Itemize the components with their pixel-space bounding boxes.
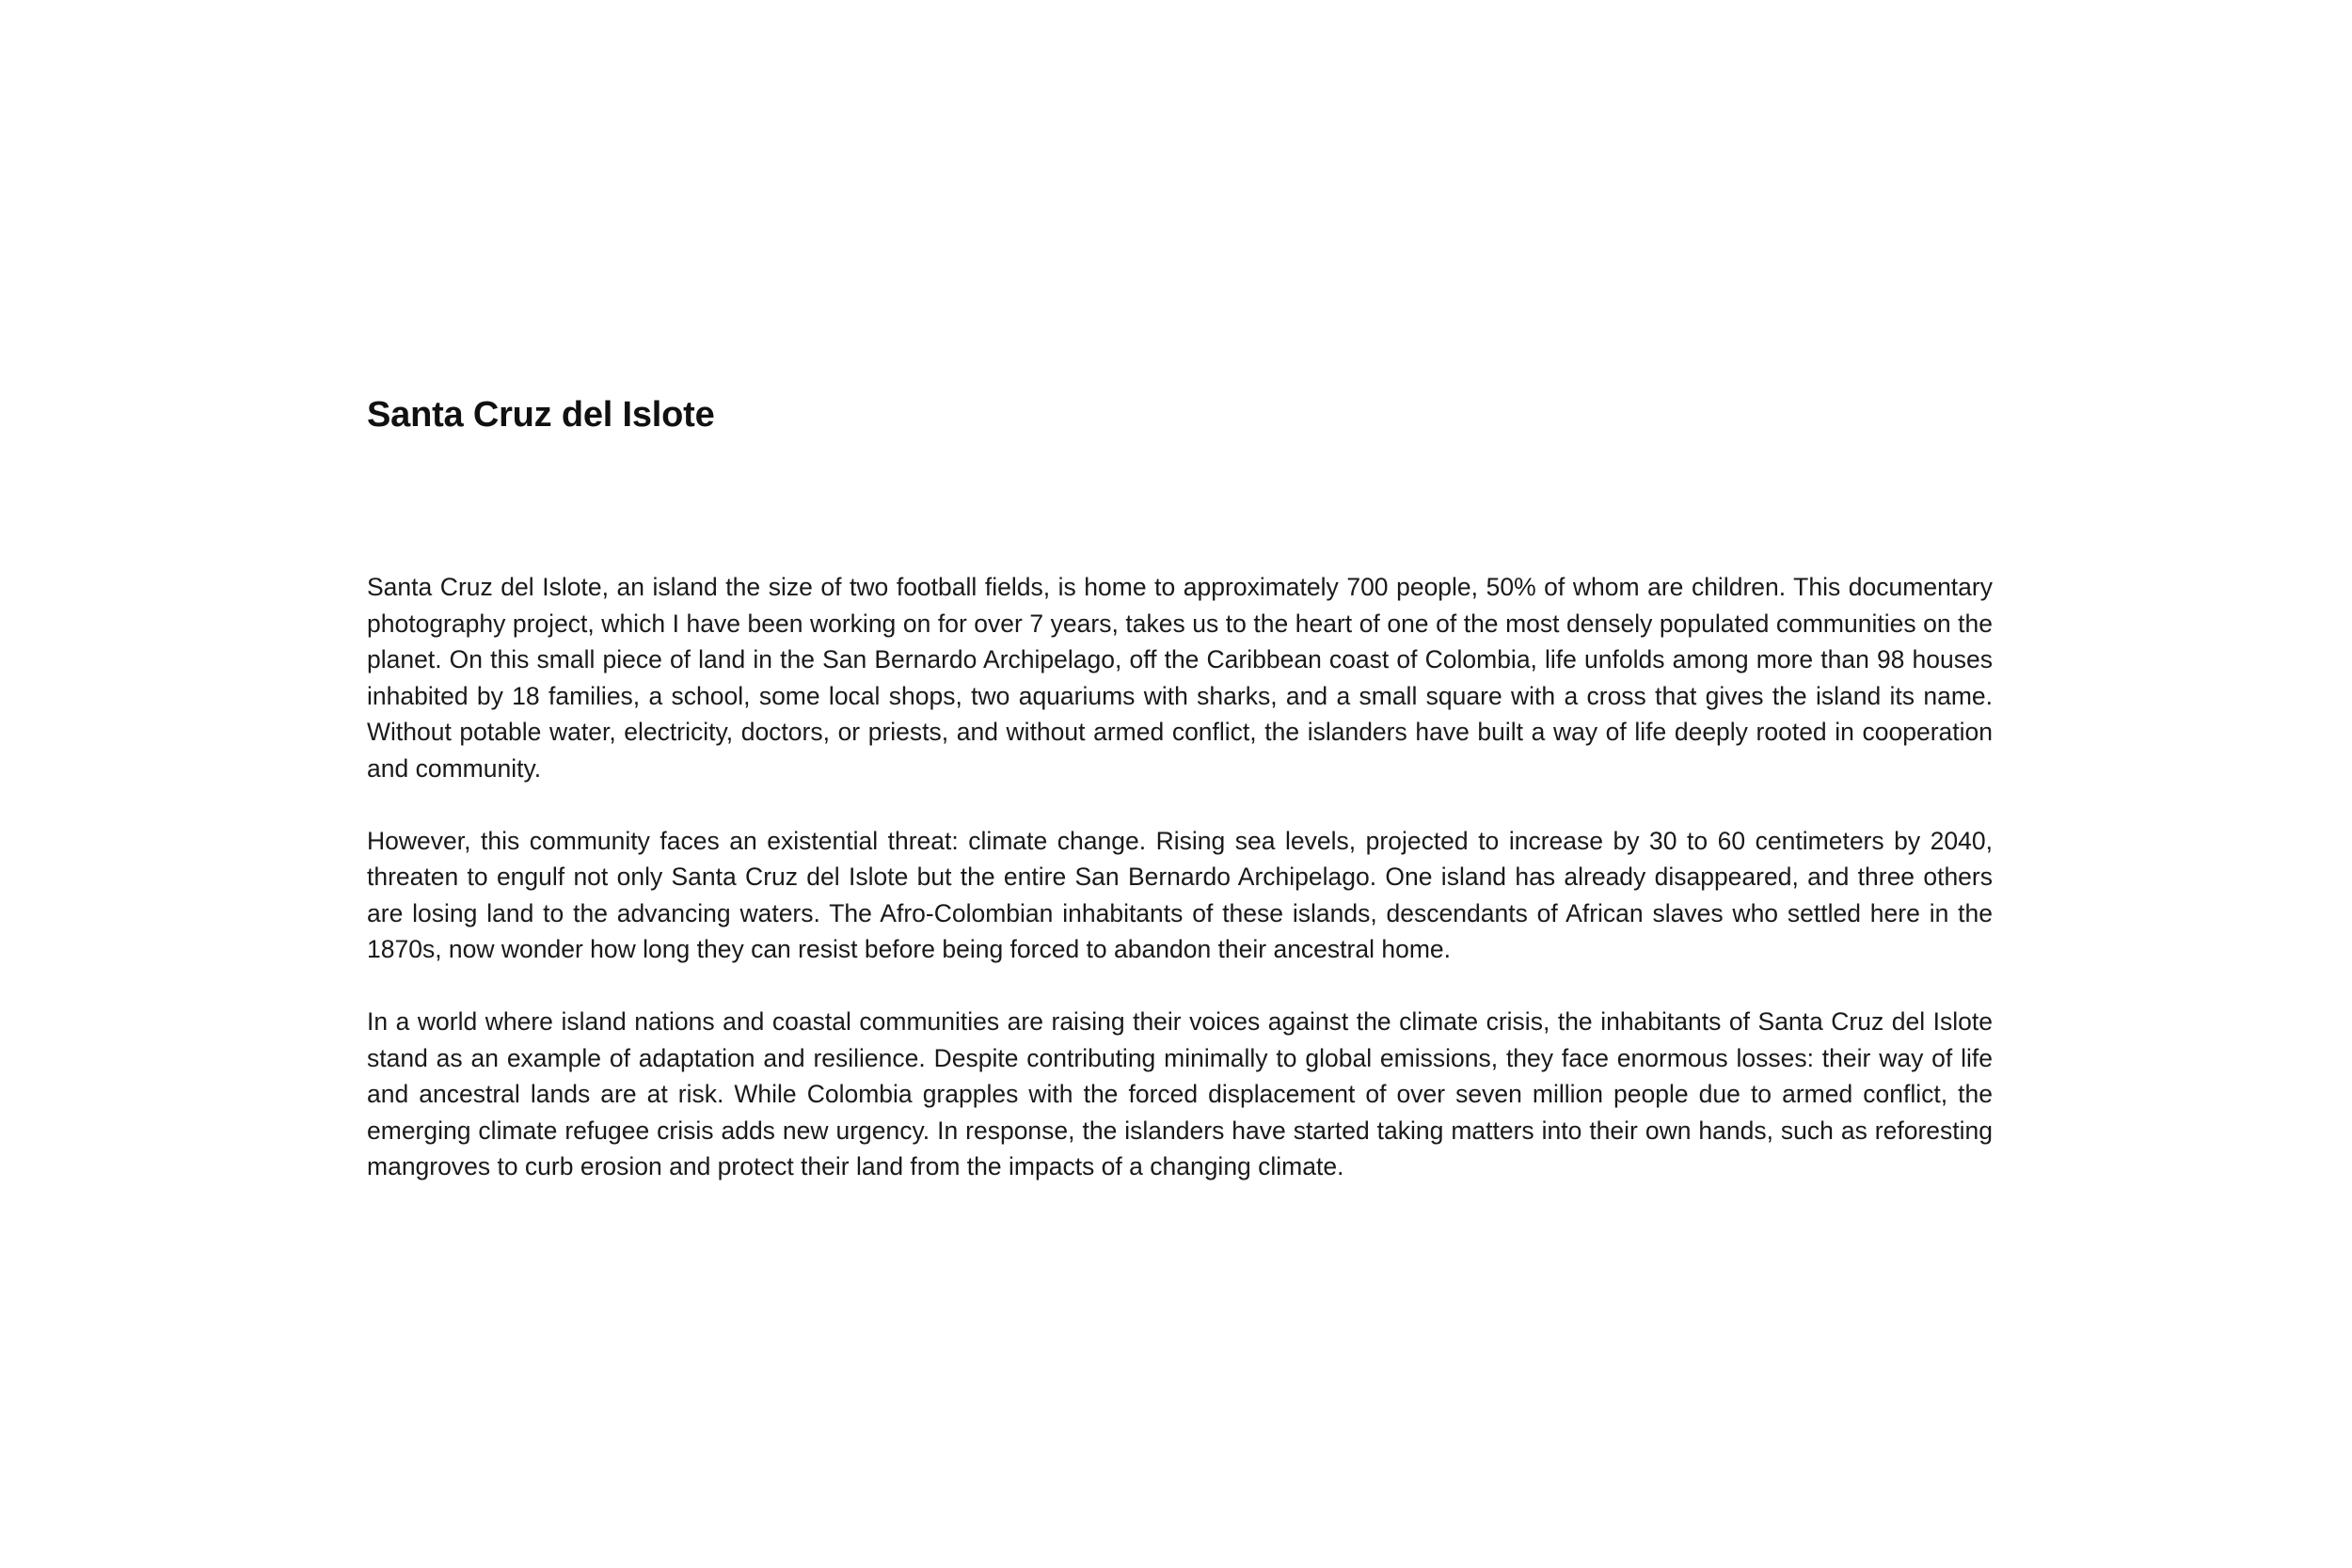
paragraph-intro: Santa Cruz del Islote, an island the size of two football fields, is home to approximately 700 people, 50% of whom are children. This documentary photography project, which I have been working on for over 7 years, takes us to the heart of one of the most densely populated communities on the planet. On this small piece of land in the San Bernardo Archipelago, off the Caribbean coast of Colombia, life unfolds among more than 98 houses inhabited by 18 families, a school, some local shops, two aquariums with sharks, and a small square with a cross that gives the island its name. Without potable water, electricity, doctors, or priests, and without armed conflict, the islanders have built a way of life deeply rooted in cooperation and community. [367,573,1993,783]
paragraph-climate-threat: However, this community faces an existential threat: climate change. Rising sea levels, projected to increase by 30 to 60 centimeters by 2040, threaten to engulf not only Santa Cruz del Islote but the entire San Bernardo Archipelago. One island has already disappeared, and three others are losing land to the advancing waters. The Afro-Colombian inhabitants of these islands, descendants of African slaves who settled here in the 1870s, now wonder how long they can resist before being forced to abandon their ancestral home. [367,826,1993,963]
paragraph-resilience: In a world where island nations and coastal communities are raising their voices against the climate crisis, the inhabitants of Santa Cruz del Islote stand as an example of adaptation and resilience. Despite contributing minimally to global emissions, they face enormous losses: their way of life and ancestral lands are at risk. While Colombia grapples with the forced displacement of over seven million people due to armed conflict, the emerging climate refugee crisis adds new urgency. In response, the islanders have started taking matters into their own hands, such as reforesting mangroves to curb erosion and protect their land from the impacts of a changing climate. [367,1007,1993,1180]
article-body [367,569,1993,1185]
page-title: Santa Cruz del Islote [367,395,715,435]
